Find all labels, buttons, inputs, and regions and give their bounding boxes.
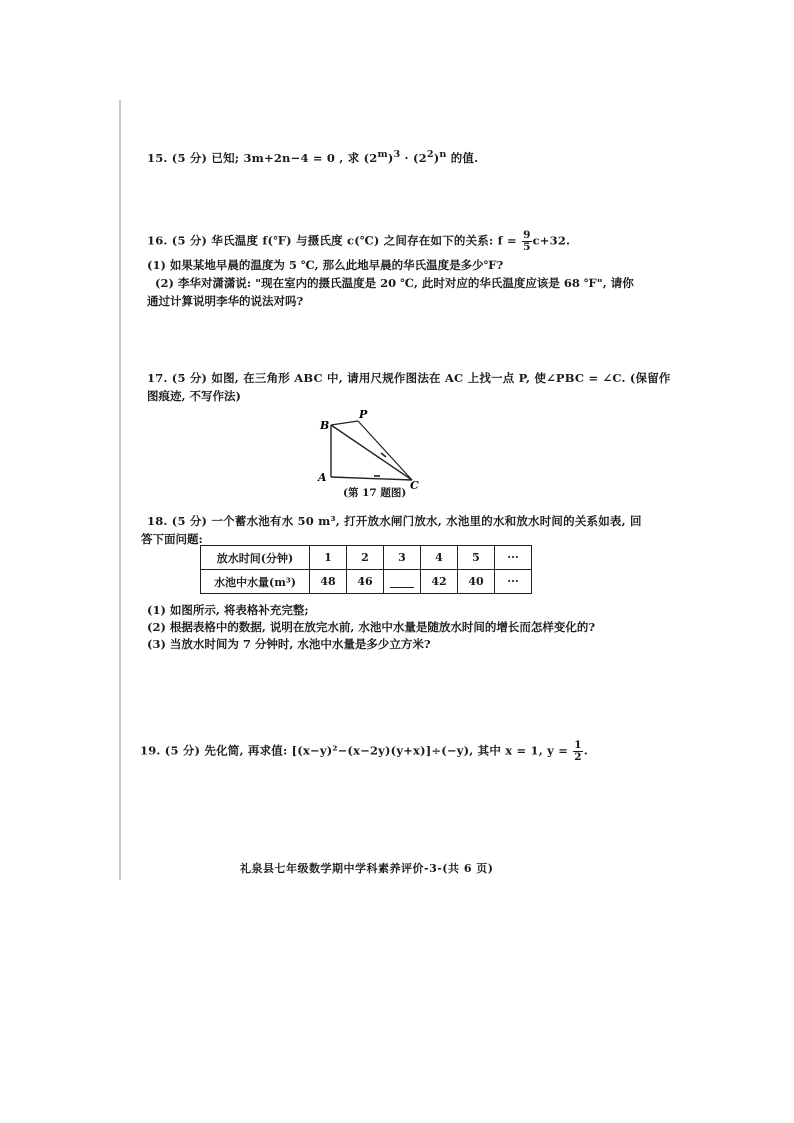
q16-frac-num: 9	[523, 229, 531, 241]
q16-frac-den: 5	[523, 241, 531, 253]
question-19	[140, 740, 630, 763]
q15-text: 的值.	[446, 150, 479, 165]
table-cell: 1	[310, 546, 347, 570]
q15-text: )	[433, 150, 440, 165]
label-p: P	[359, 408, 368, 421]
question-18-line2: 答下面问题:	[141, 532, 203, 546]
answer-blank	[390, 575, 414, 588]
table-header-time: 放水时间(分钟)	[201, 546, 310, 570]
q15-text: 15. (5 分) 已知; 3m+2n−4 = 0 , 求 (2	[147, 150, 378, 165]
q18-part2: (2) 根据表格中的数据, 说明在放完水前, 水池中水量是随放水时间的增长而怎样变化的?	[147, 620, 596, 634]
q15-sup: n	[439, 149, 447, 160]
label-b: B	[320, 419, 330, 432]
segment-pc	[358, 421, 412, 480]
table-cell: 48	[310, 570, 347, 594]
question-18-line1: 18. (5 分) 一个蓄水池有水 50 m³, 打开放水闸门放水, 水池里的水和放水时间的关系如表, 回	[147, 514, 642, 528]
q16-formula-tail: c+32.	[532, 233, 571, 248]
question-15	[147, 145, 637, 168]
table-cell: 46	[347, 570, 384, 594]
construction-mark	[381, 453, 386, 457]
table-cell: 2	[347, 546, 384, 570]
label-a: A	[318, 471, 327, 484]
page-footer: 礼泉县七年级数学期中学科素养评价-3-(共 6 页)	[240, 862, 494, 875]
q16-intro: 16. (5 分) 华氏温度 f(℉) 与摄氏度 c(℃) 之间存在如下的关系: f =	[147, 233, 517, 248]
label-c: C	[410, 479, 419, 490]
q19-tail: .	[583, 743, 589, 758]
q16-part2-line2: 通过计算说明李华的说法对吗?	[147, 294, 304, 308]
q16-part1: (1) 如果某地早晨的温度为 5 ℃, 那么此地早晨的华氏温度是多少℉?	[147, 258, 504, 272]
q15-sup: m	[377, 149, 388, 160]
q18-part1: (1) 如图所示, 将表格补充完整;	[147, 603, 309, 617]
table-cell: 4	[421, 546, 458, 570]
table-cell: ···	[495, 546, 532, 570]
segment-ac	[331, 477, 412, 480]
figure-17-caption: (第 17 题图)	[343, 487, 407, 499]
question-17-line1: 17. (5 分) 如图, 在三角形 ABC 中, 请用尺规作图法在 AC 上找一点 P, 使∠PBC = ∠C. (保留作	[147, 371, 671, 385]
table-cell: 3	[384, 546, 421, 570]
table-cell-blank	[384, 570, 421, 594]
q15-text: · (2	[400, 150, 427, 165]
table-cell: ···	[495, 570, 532, 594]
q18-part3: (3) 当放水时间为 7 分钟时, 水池中水量是多少立方米?	[147, 637, 431, 651]
q15-sup: 3	[393, 149, 401, 160]
page-edge-shadow	[119, 100, 121, 880]
q15-sup: 2	[426, 149, 434, 160]
q16-fraction	[522, 230, 532, 253]
q19-frac-den: 2	[574, 751, 582, 763]
table-cell: 40	[458, 570, 495, 594]
question-16	[147, 230, 637, 253]
triangle-abc-figure	[312, 405, 422, 490]
table-row	[201, 546, 532, 570]
table-row	[201, 570, 532, 594]
q19-fraction	[573, 740, 583, 763]
segment-bc	[331, 425, 412, 480]
q15-text: )	[387, 150, 394, 165]
table-cell: 5	[458, 546, 495, 570]
table-cell: 42	[421, 570, 458, 594]
q19-text: 19. (5 分) 先化简, 再求值: [(x−y)²−(x−2y)(y+x)]÷(−y), 其中 x = 1, y =	[140, 743, 569, 758]
question-17-line2: 图痕迹, 不写作法)	[147, 389, 241, 403]
water-table	[200, 545, 532, 594]
segment-bp	[331, 421, 358, 425]
table-header-volume: 水池中水量(m³)	[201, 570, 310, 594]
q16-part2-line1: (2) 李华对潇潇说: "现在室内的摄氏温度是 20 ℃, 此时对应的华氏温度应该是 68 ℉", 请你	[155, 276, 634, 290]
q19-frac-num: 1	[574, 739, 582, 751]
